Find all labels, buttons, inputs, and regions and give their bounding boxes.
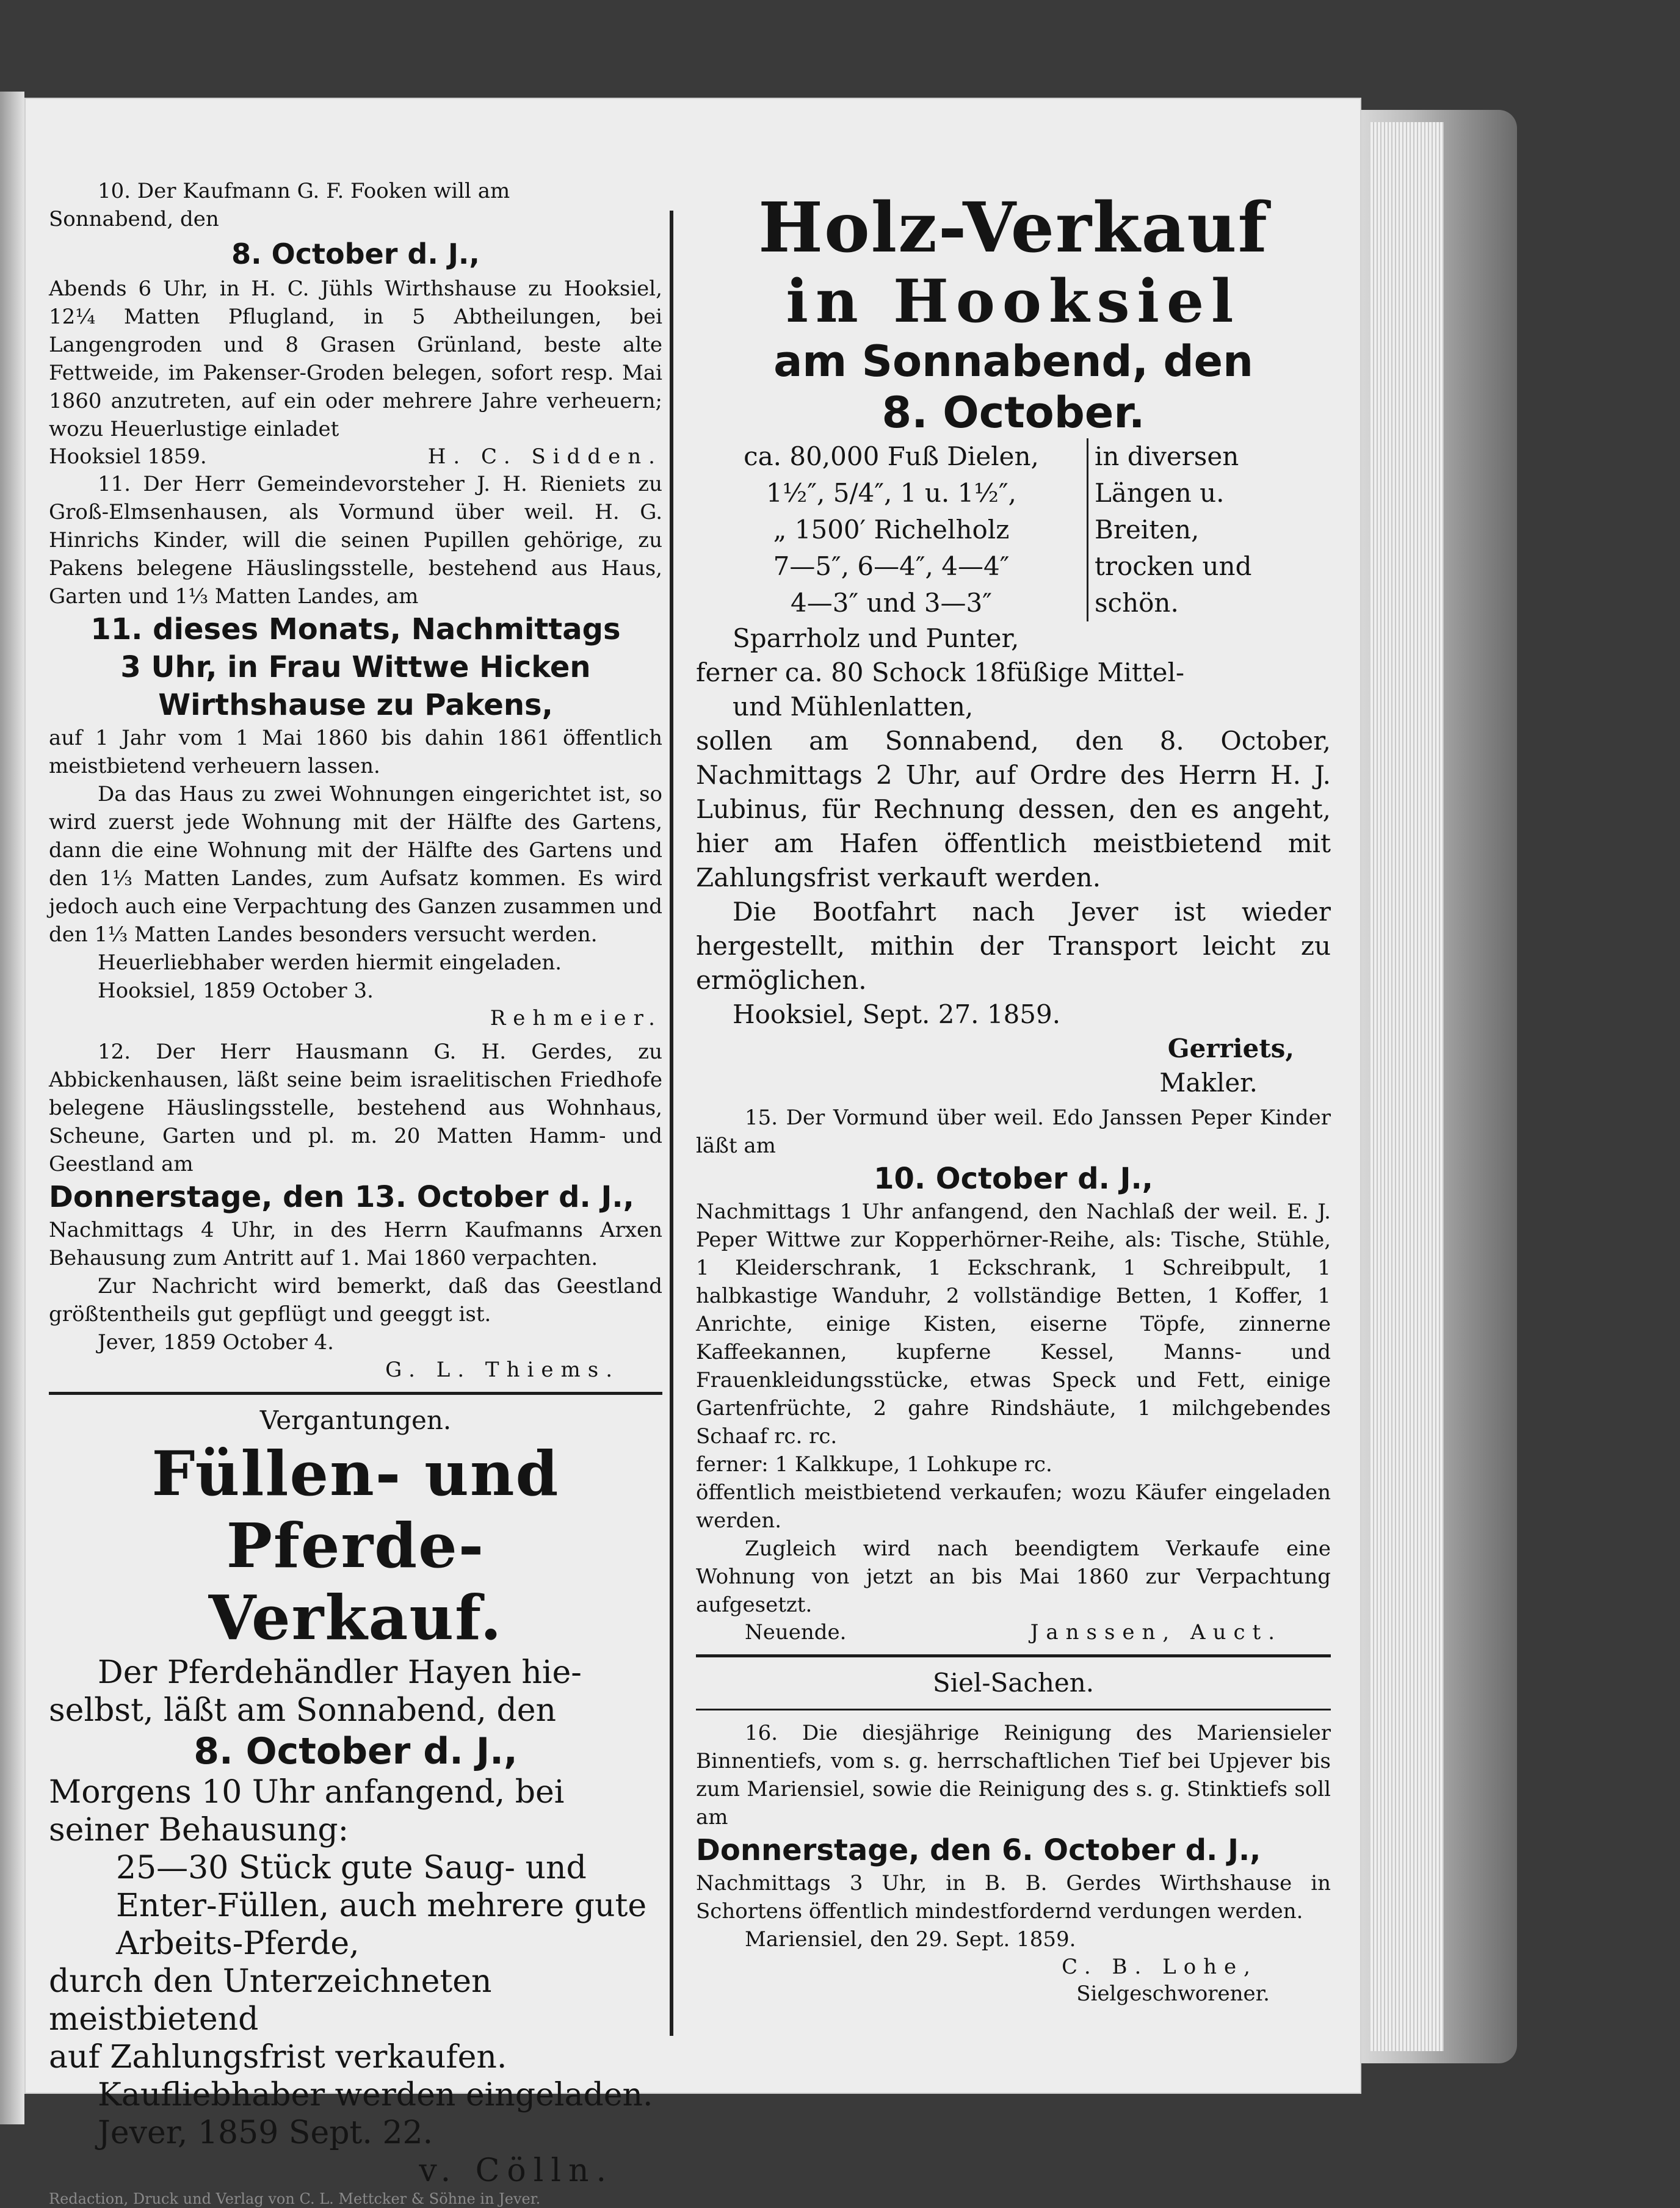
wood-desc-5: schön. [1095, 588, 1179, 618]
notice-10-line2: Sonnabend, den [49, 207, 219, 231]
printer-imprint: Redaction, Druck und Verlag von C. L. Mettcker & Söhne in Jever. [49, 2190, 541, 2207]
notice-12-body: 12. Der Herr Hausmann G. H. Gerdes, zu Abbickenhausen, läßt seine beim israelitischen Friedhofe belegene Häuslingsstelle, bestehend aus Wohnhaus, Scheune, Garten und pl. m. 20 Matten Hamm- und Geestland am [49, 1040, 662, 1176]
wood-boat-notice: Die Bootfahrt nach Jever ist wieder hergestellt, mithin der Transport leicht zu ermöglichen. [696, 897, 1331, 995]
wood-desc-4: trocken und [1095, 551, 1252, 581]
notice-15-signature: Janssen, Auct. [1030, 1620, 1282, 1645]
wood-date-line1: am Sonnabend, den [773, 336, 1253, 386]
wood-headline: Holz-Verkauf [758, 188, 1269, 268]
wood-desc-2: Längen u. [1095, 478, 1225, 508]
notice-16 [696, 1719, 1331, 2007]
horse-line10: auf Zahlungsfrist verkaufen. [49, 2039, 507, 2076]
section-heading-vergantungen: Vergantungen. [259, 1405, 452, 1435]
wood-size-4: 7—5″, 6—4″, 4—4″ [773, 551, 1010, 581]
horse-line7: Enter-Füllen, auch mehrere gute [116, 1888, 647, 1924]
notice-10-line1: 10. Der Kaufmann G. F. Fooken will am [98, 179, 510, 203]
notice-11-body2: auf 1 Jahr vom 1 Mai 1860 bis dahin 1861 öffentlich meistbietend verheuern lassen. [49, 726, 662, 778]
wood-desc-1: in diversen [1095, 441, 1239, 471]
notice-16-place: Mariensiel, den 29. Sept. 1859. [745, 1927, 1076, 1952]
notice-11-date-line2: 3 Uhr, in Frau Wittwe Hicken [120, 650, 591, 684]
notice-11 [49, 470, 662, 1032]
notice-15-body4: öffentlich meistbietend verkaufen; wozu Käufer eingeladen werden. [696, 1480, 1331, 1533]
wood-size-3: „ 1500′ Richelholz [773, 515, 1010, 545]
notice-16-signature-title: Sielgeschworener. [1076, 1982, 1270, 2006]
notice-15-body3: ferner: 1 Kalkkupe, 1 Lohkupe rc. [696, 1452, 1052, 1477]
notice-16-signature: C. B. Lohe, [1062, 1955, 1258, 1979]
horse-headline-line2: Verkauf. [208, 1582, 503, 1654]
notice-16-body: 16. Die diesjährige Reinigung des Mariensieler Binnentiefs, vom s. g. herrschaftlichen Tief bei Upjever bis zum Mariensiel, sowie die Reinigung des s. g. Stinktiefs soll am [696, 1721, 1331, 1830]
notice-15-body5: Zugleich wird nach beendigtem Verkaufe eine Wohnung von jetzt an bis Mai 1860 zur Verpachtung aufgesetzt. [696, 1537, 1331, 1617]
notice-15-body2: Nachmittags 1 Uhr anfangend, den Nachlaß der weil. E. J. Peper Wittwe zur Kopperhörner-Reihe, als: Tische, Stühle, 1 Kleiderschrank, 1 Eckschrank, 1 Schreibpult, 1 halbkastige Wanduhr, 2 vollständige Betten, 1 Koffer, 1 Anrichte, einige Kisten, eiserne Töpfe, zinnerne Kaffeekannen, kupferne Kessel, Manns- und Frauenkleidungsstücke, etwas Speck und Fett, einige Gartenfrüchte, 2 gahre Rindshäute, 1 milchgebendes Schaaf rc. rc. [696, 1200, 1331, 1449]
notice-12-place: Jever, 1859 October 4. [98, 1330, 334, 1355]
wood-desc-3: Breiten, [1095, 515, 1200, 545]
wood-signature-title: Makler. [1159, 1068, 1258, 1098]
wood-sizes-right [1087, 438, 1331, 621]
notice-11-place: Hooksiel, 1859 October 3. [98, 979, 374, 1003]
wood-date-line2: 8. October. [882, 388, 1145, 438]
newspaper-page [24, 98, 1361, 2207]
notice-11-body3: Da das Haus zu zwei Wohnungen eingerichtet ist, so wird zuerst jede Wohnung mit der Hälfte des Gartens, dann die eine Wohnung mit der Hälfte des Gartens und den 1⅓ Matten Landes, zum Aufsatz kommen. Es wird jedoch auch eine Verpachtung des Ganzen zusammen und den 1⅓ Matten Landes besonders versucht werden. [49, 782, 662, 947]
section-heading-siel-sachen: Siel-Sachen. [932, 1668, 1095, 1698]
horse-line6: 25—30 Stück gute Saug- und [116, 1850, 587, 1886]
notice-12 [49, 1038, 662, 1383]
notice-10-signature: H. C. Sidden. [427, 444, 662, 469]
wood-place: Hooksiel, Sept. 27. 1859. [733, 999, 1061, 1029]
notice-16-date: Donnerstage, den 6. October d. J., [696, 1833, 1261, 1867]
horse-line11: Kaufliebhaber werden eingeladen. [98, 2077, 653, 2113]
wood-sizes-table [696, 438, 1331, 621]
notice-11-date-line1: 11. dieses Monats, Nachmittags [90, 612, 621, 646]
wood-line-sparrholz: Sparrholz und Punter, [733, 623, 1019, 653]
horse-line2: selbst, läßt am Sonnabend, den [49, 1692, 557, 1729]
notice-12-body3: Zur Nachricht wird bemerkt, daß das Geestland größtentheils gut gepflügt und geeggt ist. [49, 1274, 662, 1327]
book-page-stack [1370, 122, 1444, 2051]
notice-12-signature: G. L. Thiems. [385, 1358, 620, 1382]
notice-10 [49, 177, 662, 470]
notice-16-body2: Nachmittags 3 Uhr, in B. B. Gerdes Wirthshause in Schortens öffentlich mindestfordernd verdungen werden. [696, 1871, 1331, 1924]
horse-line9: durch den Unterzeichneten meistbietend [49, 1963, 492, 2038]
notice-11-body: 11. Der Herr Gemeindevorsteher J. H. Rieniets zu Groß-Elmsenhausen, als Vormund über weil. H. G. Hinrichs Kinder, will die seinen Pupillen gehörige, zu Pakens belegene Häuslingsstelle, bestehend aus Haus, Garten und 1⅓ Matten Landes, am [49, 472, 662, 609]
section-rule [49, 1392, 662, 1395]
horse-line8: Arbeits-Pferde, [116, 1925, 360, 1962]
horse-line1: Der Pferdehändler Hayen hie- [98, 1654, 582, 1691]
horse-signature: v. Cölln. [419, 2152, 614, 2189]
notice-15-place: Neuende. [745, 1620, 847, 1645]
column-divider [670, 211, 673, 2036]
notice-15-body: 15. Der Vormund über weil. Edo Janssen Peper Kinder läßt am [696, 1106, 1331, 1158]
notice-11-date-line3: Wirthshause zu Pakens, [158, 688, 553, 722]
notice-15-date: 10. October d. J., [874, 1162, 1153, 1196]
notice-15 [696, 1104, 1331, 1646]
horse-headline-line1: Füllen- und Pferde- [151, 1438, 560, 1582]
horse-line5: seiner Behausung: [49, 1812, 349, 1848]
horse-place: Jever, 1859 Sept. 22. [98, 2115, 433, 2151]
notice-10-body: Abends 6 Uhr, in H. C. Jühls Wirthshause zu Hooksiel, 12¼ Matten Pflugland, in 5 Abtheilungen, bei Langengroden und 8 Grasen Grünland, beste alte Fettweide, im Pakenser-Groden belegen, sofort resp. Mai 1860 anzutreten, auf ein oder mehrere Jahre verheuern; wozu Heuerlustige einladet [49, 277, 662, 441]
horse-date: 8. October d. J., [194, 1730, 518, 1773]
notice-11-body4: Heuerliebhaber werden hiermit eingeladen. [98, 950, 562, 975]
notice-11-signature: Rehmeier. [490, 1006, 662, 1030]
wood-location: in Hooksiel [786, 267, 1241, 336]
horse-sale-ad [49, 1438, 662, 2208]
wood-line-muehlenlatten: und Mühlenlatten, [733, 692, 974, 722]
wood-sale-ad [696, 189, 1331, 1100]
wood-signature: Gerriets, [1167, 1033, 1294, 1063]
notice-10-place: Hooksiel 1859. [49, 444, 207, 469]
notice-12-date: Donnerstage, den 13. October d. J., [49, 1180, 634, 1214]
section-rule-right [696, 1654, 1331, 1657]
left-column [49, 98, 662, 2208]
section-rule-right-2 [696, 1709, 1331, 1710]
adjacent-page-edge [0, 92, 24, 2124]
wood-size-1: ca. 80,000 Fuß Dielen, [744, 441, 1039, 471]
wood-size-2: 1½″, 5/4″, 1 u. 1½″, [766, 478, 1017, 508]
wood-sale-terms: sollen am Sonnabend, den 8. October, Nachmittags 2 Uhr, auf Ordre des Herrn H. J. Lubinus, für Rechnung dessen, den es angeht, hier am Hafen öffentlich meistbietend mit Zahlungsfrist verkauft werden. [696, 726, 1331, 892]
horse-line4: Morgens 10 Uhr anfangend, bei [49, 1774, 565, 1811]
notice-12-body2: Nachmittags 4 Uhr, in des Herrn Kaufmanns Arxen Behausung zum Antritt auf 1. Mai 1860 verpachten. [49, 1218, 662, 1270]
wood-sizes-left [696, 438, 1087, 621]
wood-size-5: 4—3″ und 3—3″ [791, 588, 992, 618]
wood-line-ferner: ferner ca. 80 Schock 18füßige Mittel- [696, 657, 1185, 687]
right-column [696, 98, 1331, 2007]
notice-10-date: 8. October d. J., [231, 237, 480, 270]
